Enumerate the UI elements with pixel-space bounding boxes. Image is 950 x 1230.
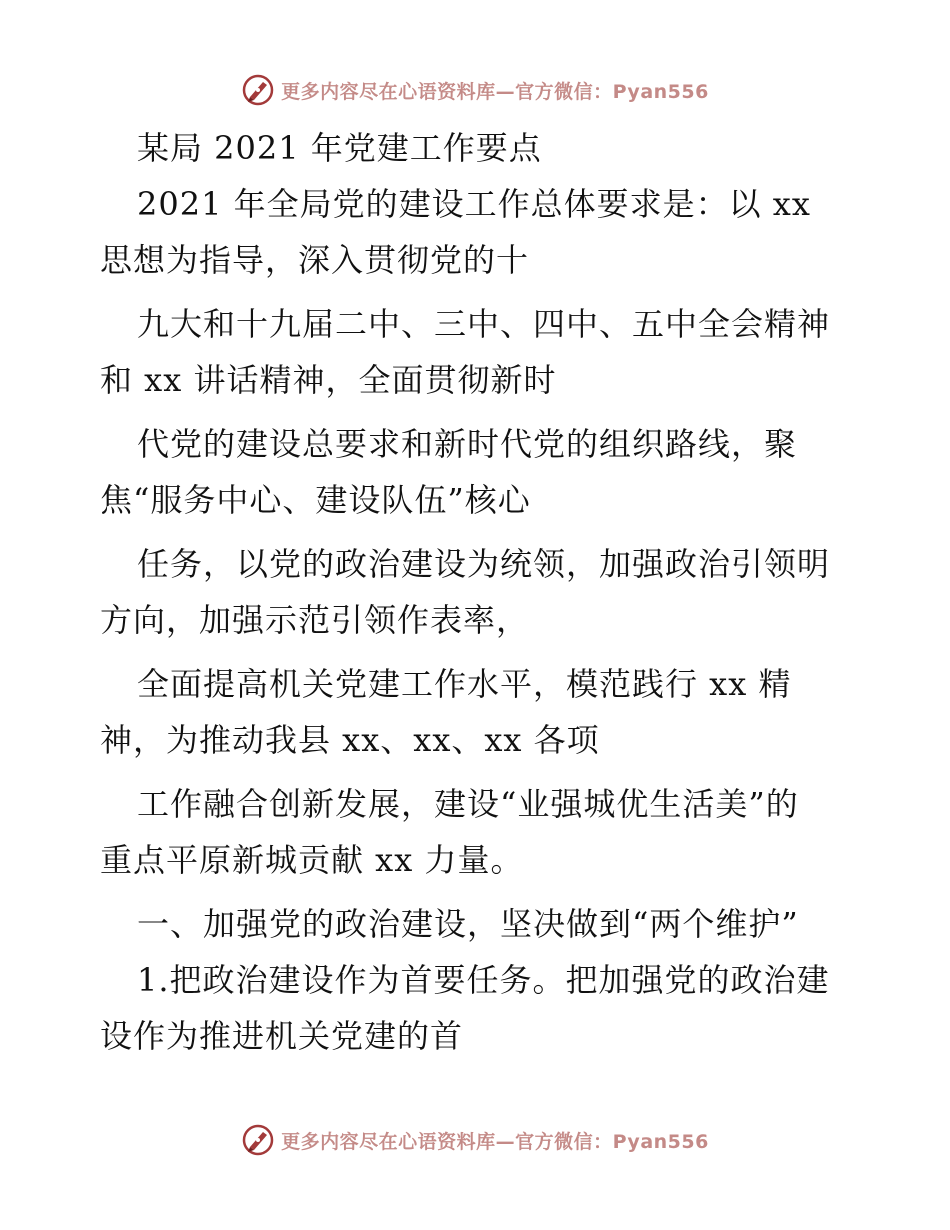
text-line: 神，为推动我县 xx、xx、xx 各项: [100, 721, 600, 759]
header-watermark-banner: [0, 70, 950, 110]
text-line: 设作为推进机关党建的首: [100, 1017, 464, 1055]
text-line: 1.把政治建设作为首要任务。把加强党的政治建: [137, 961, 830, 999]
footer-watermark-banner: [0, 1120, 950, 1160]
text-line: 和 xx 讲话精神，全面贯彻新时: [100, 361, 557, 399]
watermark-text: 更多内容尽在心语资料库—官方微信：Pyan556: [281, 80, 709, 103]
text-line: 九大和十九届二中、三中、四中、五中全会精神: [137, 305, 831, 343]
text-line: 任务，以党的政治建设为统领，加强政治引领明: [137, 545, 831, 583]
text-line: 全面提高机关党建工作水平，模范践行 xx 精: [137, 665, 792, 703]
section-heading: 一、加强党的政治建设，坚决做到“两个维护”: [137, 905, 799, 943]
document-title: 某局 2021 年党建工作要点: [137, 129, 542, 167]
text-line: 代党的建设总要求和新时代党的组织路线，聚: [137, 425, 798, 463]
pen-logo-icon: [241, 73, 275, 107]
text-line: 方向，加强示范引领作表率，: [100, 601, 530, 639]
text-line: 焦“服务中心、建设队伍”核心: [100, 481, 531, 519]
text-line: 工作融合创新发展，建设“业强城优生活美”的: [137, 785, 799, 823]
text-line: 2021 年全局党的建设工作总体要求是：以 xx: [137, 185, 811, 223]
pen-logo-icon: [241, 1123, 275, 1157]
text-line: 思想为指导，深入贯彻党的十: [100, 241, 530, 279]
watermark-text: 更多内容尽在心语资料库—官方微信：Pyan556: [281, 1130, 709, 1153]
text-line: 重点平原新城贡献 xx 力量。: [100, 841, 524, 879]
